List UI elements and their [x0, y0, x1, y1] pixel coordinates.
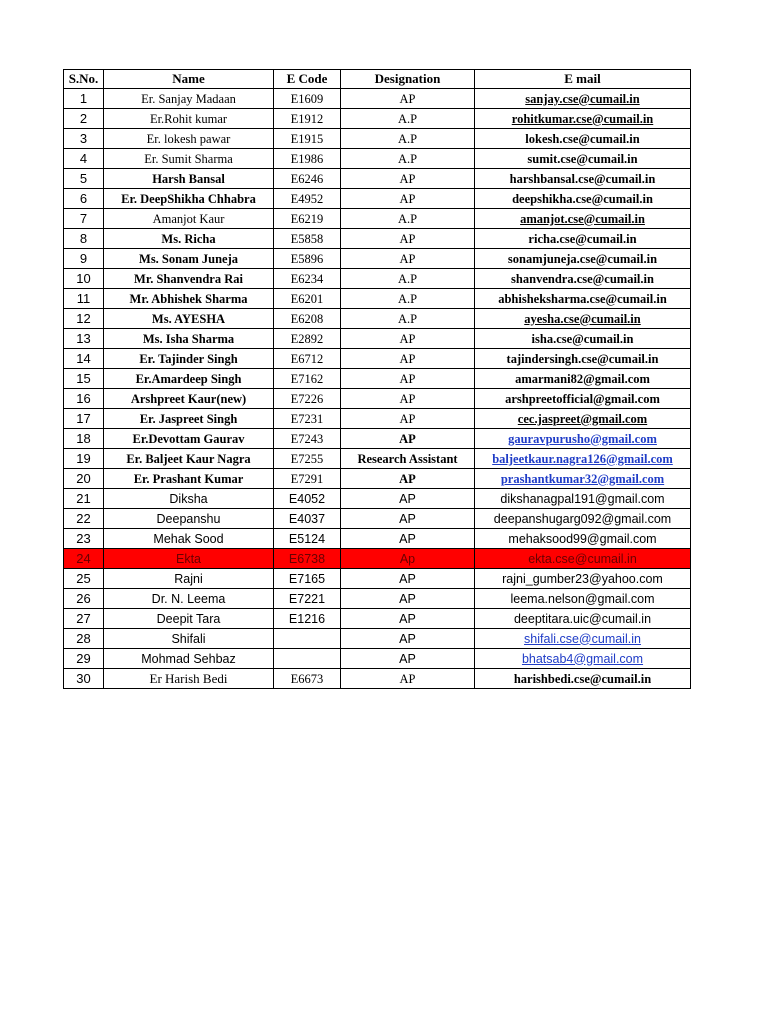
cell-ecode: E4052 [274, 489, 341, 509]
cell-name: Ms. Sonam Juneja [104, 249, 274, 269]
cell-sno: 8 [64, 229, 104, 249]
cell-designation: AP [341, 509, 475, 529]
cell-designation: A.P [341, 289, 475, 309]
table-row [64, 429, 691, 449]
table-row [64, 329, 691, 349]
table-row [64, 169, 691, 189]
cell-name: Ms. Isha Sharma [104, 329, 274, 349]
table-row [64, 449, 691, 469]
table-row [64, 289, 691, 309]
cell-designation: AP [341, 249, 475, 269]
cell-designation: AP [341, 229, 475, 249]
cell-ecode: E7162 [274, 369, 341, 389]
table-row [64, 209, 691, 229]
cell-email: tajindersingh.cse@cumail.in [475, 349, 691, 369]
table-row [64, 249, 691, 269]
cell-name: Er. Sumit Sharma [104, 149, 274, 169]
header-sno: S.No. [64, 70, 104, 89]
cell-ecode: E7291 [274, 469, 341, 489]
cell-sno: 18 [64, 429, 104, 449]
cell-name: Mehak Sood [104, 529, 274, 549]
cell-designation: Ap [341, 549, 475, 569]
table-row [64, 269, 691, 289]
cell-sno: 23 [64, 529, 104, 549]
cell-designation: AP [341, 169, 475, 189]
cell-sno: 5 [64, 169, 104, 189]
cell-ecode: E7255 [274, 449, 341, 469]
cell-name: Er. Jaspreet Singh [104, 409, 274, 429]
cell-ecode: E7221 [274, 589, 341, 609]
cell-designation: AP [341, 89, 475, 109]
cell-ecode: E6208 [274, 309, 341, 329]
table-row [64, 309, 691, 329]
table-row [64, 369, 691, 389]
table-row [64, 409, 691, 429]
cell-sno: 13 [64, 329, 104, 349]
table-row [64, 529, 691, 549]
cell-email[interactable]: sanjay.cse@cumail.in [475, 89, 691, 109]
cell-email: sonamjuneja.cse@cumail.in [475, 249, 691, 269]
cell-email: lokesh.cse@cumail.in [475, 129, 691, 149]
header-row [64, 70, 691, 89]
cell-name: Ms. AYESHA [104, 309, 274, 329]
cell-email: harishbedi.cse@cumail.in [475, 669, 691, 689]
cell-ecode: E6234 [274, 269, 341, 289]
cell-ecode: E6673 [274, 669, 341, 689]
cell-designation: AP [341, 589, 475, 609]
cell-name: Mr. Abhishek Sharma [104, 289, 274, 309]
cell-name: Dr. N. Leema [104, 589, 274, 609]
cell-name: Mohmad Sehbaz [104, 649, 274, 669]
cell-sno: 15 [64, 369, 104, 389]
cell-email: shanvendra.cse@cumail.in [475, 269, 691, 289]
cell-email: arshpreetofficial@gmail.com [475, 389, 691, 409]
cell-ecode: E7243 [274, 429, 341, 449]
cell-sno: 28 [64, 629, 104, 649]
cell-ecode: E1216 [274, 609, 341, 629]
cell-sno: 19 [64, 449, 104, 469]
cell-sno: 22 [64, 509, 104, 529]
table-row [64, 129, 691, 149]
cell-designation: AP [341, 649, 475, 669]
cell-ecode: E1986 [274, 149, 341, 169]
cell-email[interactable]: rohitkumar.cse@cumail.in [475, 109, 691, 129]
header-designation: Designation [341, 70, 475, 89]
cell-designation: AP [341, 429, 475, 449]
cell-name: Er. lokesh pawar [104, 129, 274, 149]
table-row [64, 609, 691, 629]
cell-ecode: E4952 [274, 189, 341, 209]
table-row [64, 649, 691, 669]
cell-email[interactable]: shifali.cse@cumail.in [475, 629, 691, 649]
cell-designation: A.P [341, 109, 475, 129]
cell-designation: AP [341, 409, 475, 429]
cell-ecode: E6246 [274, 169, 341, 189]
cell-name: Shifali [104, 629, 274, 649]
cell-designation: AP [341, 469, 475, 489]
cell-name: Deepanshu [104, 509, 274, 529]
cell-name: Er. Baljeet Kaur Nagra [104, 449, 274, 469]
cell-sno: 14 [64, 349, 104, 369]
cell-designation: AP [341, 529, 475, 549]
cell-email: ekta.cse@cumail.in [475, 549, 691, 569]
header-name: Name [104, 70, 274, 89]
cell-sno: 7 [64, 209, 104, 229]
cell-email: amarmani82@gmail.com [475, 369, 691, 389]
cell-ecode: E6201 [274, 289, 341, 309]
cell-name: Ekta [104, 549, 274, 569]
cell-name: Mr. Shanvendra Rai [104, 269, 274, 289]
cell-email: richa.cse@cumail.in [475, 229, 691, 249]
cell-sno: 6 [64, 189, 104, 209]
cell-name: Ms. Richa [104, 229, 274, 249]
table-row [64, 149, 691, 169]
cell-sno: 20 [64, 469, 104, 489]
table-row [64, 229, 691, 249]
table-row [64, 109, 691, 129]
header-email: E mail [475, 70, 691, 89]
cell-sno: 4 [64, 149, 104, 169]
cell-email[interactable]: cec.jaspreet@gmail.com [475, 409, 691, 429]
cell-sno: 24 [64, 549, 104, 569]
cell-designation: A.P [341, 149, 475, 169]
cell-ecode: E1915 [274, 129, 341, 149]
cell-sno: 30 [64, 669, 104, 689]
cell-name: Er. DeepShikha Chhabra [104, 189, 274, 209]
cell-email: harshbansal.cse@cumail.in [475, 169, 691, 189]
cell-ecode: E1609 [274, 89, 341, 109]
cell-sno: 10 [64, 269, 104, 289]
table-row [64, 349, 691, 369]
cell-email[interactable]: bhatsab4@gmail.com [475, 649, 691, 669]
cell-sno: 1 [64, 89, 104, 109]
table-row [64, 89, 691, 109]
cell-email: leema.nelson@gmail.com [475, 589, 691, 609]
cell-ecode: E5896 [274, 249, 341, 269]
cell-ecode: E5124 [274, 529, 341, 549]
table-row [64, 489, 691, 509]
cell-name: Er Harish Bedi [104, 669, 274, 689]
cell-sno: 2 [64, 109, 104, 129]
cell-email: mehaksood99@gmail.com [475, 529, 691, 549]
cell-ecode: E7165 [274, 569, 341, 589]
cell-sno: 25 [64, 569, 104, 589]
cell-designation: Research Assistant [341, 449, 475, 469]
cell-email: sumit.cse@cumail.in [475, 149, 691, 169]
cell-name: Diksha [104, 489, 274, 509]
cell-email: deepanshugarg092@gmail.com [475, 509, 691, 529]
cell-sno: 3 [64, 129, 104, 149]
cell-email: rajni_gumber23@yahoo.com [475, 569, 691, 589]
staff-table [63, 69, 691, 689]
cell-name: Deepit Tara [104, 609, 274, 629]
cell-ecode: E2892 [274, 329, 341, 349]
cell-name: Arshpreet Kaur(new) [104, 389, 274, 409]
cell-designation: A.P [341, 309, 475, 329]
table-row [64, 589, 691, 609]
cell-designation: AP [341, 629, 475, 649]
cell-ecode: E5858 [274, 229, 341, 249]
cell-sno: 16 [64, 389, 104, 409]
table-row [64, 629, 691, 649]
cell-designation: AP [341, 349, 475, 369]
table-row [64, 509, 691, 529]
cell-ecode: E4037 [274, 509, 341, 529]
cell-designation: A.P [341, 129, 475, 149]
cell-email: dikshanagpal191@gmail.com [475, 489, 691, 509]
cell-ecode: E6219 [274, 209, 341, 229]
cell-name: Rajni [104, 569, 274, 589]
cell-ecode [274, 649, 341, 669]
cell-name: Er.Amardeep Singh [104, 369, 274, 389]
cell-name: Amanjot Kaur [104, 209, 274, 229]
cell-sno: 29 [64, 649, 104, 669]
table-row-highlighted [64, 549, 691, 569]
cell-designation: AP [341, 329, 475, 349]
cell-name: Er.Rohit kumar [104, 109, 274, 129]
cell-sno: 27 [64, 609, 104, 629]
cell-email: deepshikha.cse@cumail.in [475, 189, 691, 209]
cell-sno: 21 [64, 489, 104, 509]
cell-sno: 11 [64, 289, 104, 309]
cell-name: Harsh Bansal [104, 169, 274, 189]
table-row [64, 669, 691, 689]
cell-email: deeptitara.uic@cumail.in [475, 609, 691, 629]
cell-ecode [274, 629, 341, 649]
cell-email[interactable]: gauravpurusho@gmail.com [475, 429, 691, 449]
cell-sno: 17 [64, 409, 104, 429]
cell-email: abhisheksharma.cse@cumail.in [475, 289, 691, 309]
cell-ecode: E7226 [274, 389, 341, 409]
cell-ecode: E1912 [274, 109, 341, 129]
cell-email[interactable]: prashantkumar32@gmail.com [475, 469, 691, 489]
cell-email[interactable]: amanjot.cse@cumail.in [475, 209, 691, 229]
cell-ecode: E6712 [274, 349, 341, 369]
cell-email: isha.cse@cumail.in [475, 329, 691, 349]
cell-email[interactable]: ayesha.cse@cumail.in [475, 309, 691, 329]
cell-sno: 9 [64, 249, 104, 269]
cell-name: Er. Tajinder Singh [104, 349, 274, 369]
cell-name: Er.Devottam Gaurav [104, 429, 274, 449]
table-row [64, 469, 691, 489]
cell-designation: A.P [341, 209, 475, 229]
cell-designation: AP [341, 369, 475, 389]
cell-designation: AP [341, 669, 475, 689]
header-ecode: E Code [274, 70, 341, 89]
cell-designation: AP [341, 569, 475, 589]
cell-designation: AP [341, 489, 475, 509]
cell-ecode: E6738 [274, 549, 341, 569]
cell-designation: AP [341, 609, 475, 629]
cell-designation: AP [341, 189, 475, 209]
table-row [64, 389, 691, 409]
table-row [64, 569, 691, 589]
cell-name: Er. Sanjay Madaan [104, 89, 274, 109]
cell-email[interactable]: baljeetkaur.nagra126@gmail.com [475, 449, 691, 469]
cell-sno: 12 [64, 309, 104, 329]
cell-sno: 26 [64, 589, 104, 609]
cell-name: Er. Prashant Kumar [104, 469, 274, 489]
table-row [64, 189, 691, 209]
cell-designation: A.P [341, 269, 475, 289]
cell-ecode: E7231 [274, 409, 341, 429]
cell-designation: AP [341, 389, 475, 409]
